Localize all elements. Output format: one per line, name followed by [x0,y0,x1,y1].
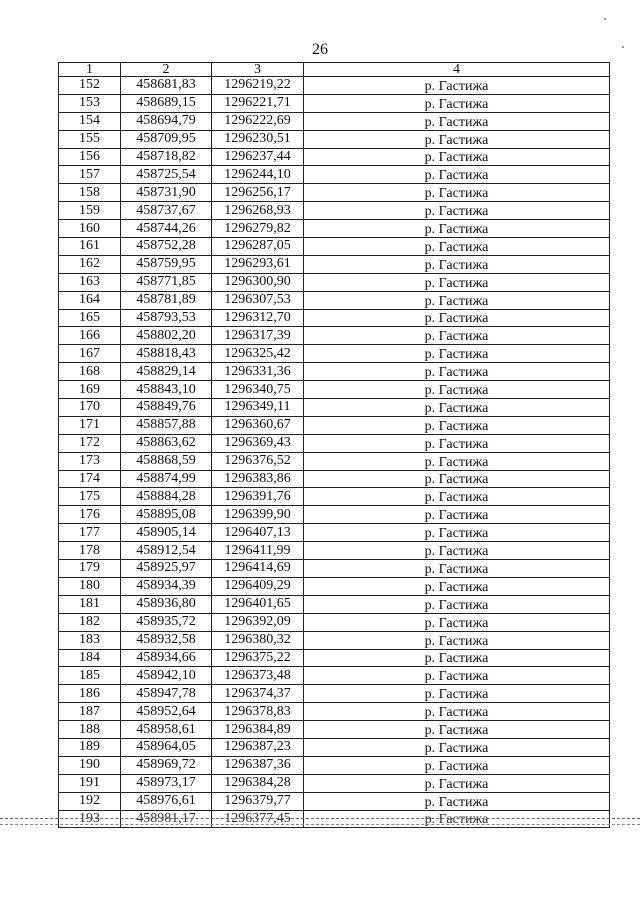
point-number-cell: 153 [59,94,121,112]
description-cell: р. Гастижа [304,792,610,810]
y-coordinate-cell: 1296401,65 [212,595,304,613]
x-coordinate-cell: 458802,20 [121,327,212,345]
description-cell: р. Гастижа [304,363,610,381]
point-number-cell: 155 [59,130,121,148]
description-cell: р. Гастижа [304,291,610,309]
table-row [59,488,610,506]
point-number-cell: 156 [59,148,121,166]
y-coordinate-cell: 1296387,23 [212,738,304,756]
y-coordinate-cell: 1296373,48 [212,667,304,685]
y-coordinate-cell: 1296287,05 [212,238,304,256]
description-cell: р. Гастижа [304,595,610,613]
y-coordinate-cell: 1296384,89 [212,721,304,739]
point-number-cell: 166 [59,327,121,345]
point-number-cell: 152 [59,77,121,95]
description-cell: р. Гастижа [304,542,610,560]
page-number: 26 [312,41,328,58]
scan-cut-line [0,818,640,819]
description-cell: р. Гастижа [304,434,610,452]
point-number-cell: 167 [59,345,121,363]
point-number-cell: 164 [59,291,121,309]
y-coordinate-cell: 1296360,67 [212,416,304,434]
point-number-cell: 165 [59,309,121,327]
x-coordinate-cell: 458942,10 [121,667,212,685]
point-number-cell: 174 [59,470,121,488]
description-cell: р. Гастижа [304,577,610,595]
y-coordinate-cell: 1296384,28 [212,774,304,792]
description-cell: р. Гастижа [304,613,610,631]
table-row [59,381,610,399]
y-coordinate-cell: 1296293,61 [212,255,304,273]
y-coordinate-cell: 1296383,86 [212,470,304,488]
y-coordinate-cell: 1296221,71 [212,94,304,112]
table-row [59,524,610,542]
x-coordinate-cell: 458793,53 [121,309,212,327]
point-number-cell: 171 [59,416,121,434]
table-body [59,77,610,828]
scan-cut-line [0,824,640,825]
description-cell: р. Гастижа [304,148,610,166]
table-row [59,649,610,667]
x-coordinate-cell: 458935,72 [121,613,212,631]
y-coordinate-cell: 1296349,11 [212,399,304,417]
point-number-cell: 184 [59,649,121,667]
y-coordinate-cell: 1296399,90 [212,506,304,524]
table-row [59,434,610,452]
x-coordinate-cell: 458818,43 [121,345,212,363]
description-cell: р. Гастижа [304,255,610,273]
y-coordinate-cell: 1296411,99 [212,542,304,560]
point-number-cell: 154 [59,112,121,130]
point-number-cell: 191 [59,774,121,792]
table-row [59,560,610,578]
x-coordinate-cell: 458752,28 [121,238,212,256]
x-coordinate-cell: 458958,61 [121,721,212,739]
table-row [59,667,610,685]
x-coordinate-cell: 458849,76 [121,399,212,417]
x-coordinate-cell: 458936,80 [121,595,212,613]
point-number-cell: 177 [59,524,121,542]
description-cell: р. Гастижа [304,309,610,327]
point-number-cell: 185 [59,667,121,685]
table-row [59,291,610,309]
point-number-cell: 178 [59,542,121,560]
point-number-cell: 182 [59,613,121,631]
description-cell: р. Гастижа [304,685,610,703]
table-row [59,220,610,238]
y-coordinate-cell: 1296377,45 [212,810,304,828]
x-coordinate-cell: 458934,66 [121,649,212,667]
point-number-cell: 163 [59,273,121,291]
y-coordinate-cell: 1296380,32 [212,631,304,649]
y-coordinate-cell: 1296409,29 [212,577,304,595]
x-coordinate-cell: 458731,90 [121,184,212,202]
description-cell: р. Гастижа [304,756,610,774]
description-cell: р. Гастижа [304,649,610,667]
x-coordinate-cell: 458829,14 [121,363,212,381]
y-coordinate-cell: 1296279,82 [212,220,304,238]
description-cell: р. Гастижа [304,560,610,578]
y-coordinate-cell: 1296387,36 [212,756,304,774]
description-cell: р. Гастижа [304,488,610,506]
table-row [59,273,610,291]
point-number-cell: 180 [59,577,121,595]
x-coordinate-cell: 458759,95 [121,255,212,273]
table-row [59,703,610,721]
x-coordinate-cell: 458771,85 [121,273,212,291]
point-number-cell: 183 [59,631,121,649]
point-number-cell: 189 [59,738,121,756]
description-cell: р. Гастижа [304,631,610,649]
point-number-cell: 170 [59,399,121,417]
y-coordinate-cell: 1296222,69 [212,112,304,130]
coordinates-table [58,62,610,828]
x-coordinate-cell: 458912,54 [121,542,212,560]
table-row [59,452,610,470]
scan-speck [622,46,624,48]
y-coordinate-cell: 1296374,37 [212,685,304,703]
x-coordinate-cell: 458857,88 [121,416,212,434]
point-number-cell: 169 [59,381,121,399]
scan-speck [604,18,606,20]
description-cell: р. Гастижа [304,399,610,417]
table-header-row [59,63,610,77]
point-number-cell: 192 [59,792,121,810]
table-row [59,721,610,739]
description-cell: р. Гастижа [304,130,610,148]
y-coordinate-cell: 1296378,83 [212,703,304,721]
table-row [59,631,610,649]
x-coordinate-cell: 458868,59 [121,452,212,470]
y-coordinate-cell: 1296219,22 [212,77,304,95]
point-number-cell: 173 [59,452,121,470]
table-row [59,255,610,273]
description-cell: р. Гастижа [304,470,610,488]
point-number-cell: 158 [59,184,121,202]
table-row [59,148,610,166]
table-row [59,738,610,756]
x-coordinate-cell: 458744,26 [121,220,212,238]
table-row [59,112,610,130]
x-coordinate-cell: 458884,28 [121,488,212,506]
y-coordinate-cell: 1296317,39 [212,327,304,345]
description-cell: р. Гастижа [304,327,610,345]
point-number-cell: 161 [59,238,121,256]
description-cell: р. Гастижа [304,166,610,184]
y-coordinate-cell: 1296414,69 [212,560,304,578]
description-cell: р. Гастижа [304,738,610,756]
table-row [59,238,610,256]
description-cell: р. Гастижа [304,452,610,470]
table-row [59,345,610,363]
y-coordinate-cell: 1296331,36 [212,363,304,381]
x-coordinate-cell: 458681,83 [121,77,212,95]
x-coordinate-cell: 458895,08 [121,506,212,524]
table-row [59,184,610,202]
table-row [59,309,610,327]
y-coordinate-cell: 1296340,75 [212,381,304,399]
table-row [59,399,610,417]
y-coordinate-cell: 1296230,51 [212,130,304,148]
point-number-cell: 172 [59,434,121,452]
y-coordinate-cell: 1296375,22 [212,649,304,667]
column-header-x: 2 [121,63,212,77]
description-cell: р. Гастижа [304,238,610,256]
x-coordinate-cell: 458689,15 [121,94,212,112]
y-coordinate-cell: 1296376,52 [212,452,304,470]
description-cell: р. Гастижа [304,721,610,739]
table-row [59,416,610,434]
table-row [59,130,610,148]
y-coordinate-cell: 1296256,17 [212,184,304,202]
y-coordinate-cell: 1296312,70 [212,309,304,327]
description-cell: р. Гастижа [304,810,610,828]
x-coordinate-cell: 458905,14 [121,524,212,542]
x-coordinate-cell: 458863,62 [121,434,212,452]
column-header-number: 1 [59,63,121,77]
point-number-cell: 179 [59,560,121,578]
table-row [59,202,610,220]
point-number-cell: 188 [59,721,121,739]
table-row [59,363,610,381]
x-coordinate-cell: 458925,97 [121,560,212,578]
x-coordinate-cell: 458934,39 [121,577,212,595]
table-row [59,774,610,792]
y-coordinate-cell: 1296307,53 [212,291,304,309]
table-row [59,166,610,184]
table-row [59,792,610,810]
table-row [59,756,610,774]
point-number-cell: 175 [59,488,121,506]
x-coordinate-cell: 458718,82 [121,148,212,166]
x-coordinate-cell: 458874,99 [121,470,212,488]
description-cell: р. Гастижа [304,506,610,524]
description-cell: р. Гастижа [304,112,610,130]
x-coordinate-cell: 458781,89 [121,291,212,309]
description-cell: р. Гастижа [304,220,610,238]
description-cell: р. Гастижа [304,94,610,112]
description-cell: р. Гастижа [304,703,610,721]
x-coordinate-cell: 458973,17 [121,774,212,792]
x-coordinate-cell: 458932,58 [121,631,212,649]
x-coordinate-cell: 458694,79 [121,112,212,130]
x-coordinate-cell: 458843,10 [121,381,212,399]
point-number-cell: 159 [59,202,121,220]
y-coordinate-cell: 1296392,09 [212,613,304,631]
description-cell: р. Гастижа [304,273,610,291]
table-row [59,470,610,488]
description-cell: р. Гастижа [304,381,610,399]
point-number-cell: 190 [59,756,121,774]
y-coordinate-cell: 1296268,93 [212,202,304,220]
table-row [59,327,610,345]
table-row [59,613,610,631]
table-row [59,506,610,524]
point-number-cell: 162 [59,255,121,273]
point-number-cell: 181 [59,595,121,613]
description-cell: р. Гастижа [304,184,610,202]
point-number-cell: 186 [59,685,121,703]
x-coordinate-cell: 458976,61 [121,792,212,810]
description-cell: р. Гастижа [304,774,610,792]
description-cell: р. Гастижа [304,667,610,685]
y-coordinate-cell: 1296391,76 [212,488,304,506]
x-coordinate-cell: 458947,78 [121,685,212,703]
point-number-cell: 187 [59,703,121,721]
x-coordinate-cell: 458969,72 [121,756,212,774]
point-number-cell: 160 [59,220,121,238]
table-row [59,595,610,613]
description-cell: р. Гастижа [304,345,610,363]
column-header-description: 4 [304,63,610,77]
y-coordinate-cell: 1296407,13 [212,524,304,542]
point-number-cell: 157 [59,166,121,184]
point-number-cell: 193 [59,810,121,828]
x-coordinate-cell: 458725,54 [121,166,212,184]
table-row [59,94,610,112]
point-number-cell: 168 [59,363,121,381]
description-cell: р. Гастижа [304,77,610,95]
y-coordinate-cell: 1296244,10 [212,166,304,184]
x-coordinate-cell: 458964,05 [121,738,212,756]
x-coordinate-cell: 458981,17 [121,810,212,828]
y-coordinate-cell: 1296379,77 [212,792,304,810]
description-cell: р. Гастижа [304,524,610,542]
x-coordinate-cell: 458709,95 [121,130,212,148]
point-number-cell: 176 [59,506,121,524]
x-coordinate-cell: 458952,64 [121,703,212,721]
table-row [59,685,610,703]
y-coordinate-cell: 1296300,90 [212,273,304,291]
y-coordinate-cell: 1296325,42 [212,345,304,363]
table-row [59,577,610,595]
y-coordinate-cell: 1296369,43 [212,434,304,452]
column-header-y: 3 [212,63,304,77]
y-coordinate-cell: 1296237,44 [212,148,304,166]
table-row [59,77,610,95]
table-row [59,542,610,560]
x-coordinate-cell: 458737,67 [121,202,212,220]
description-cell: р. Гастижа [304,202,610,220]
description-cell: р. Гастижа [304,416,610,434]
